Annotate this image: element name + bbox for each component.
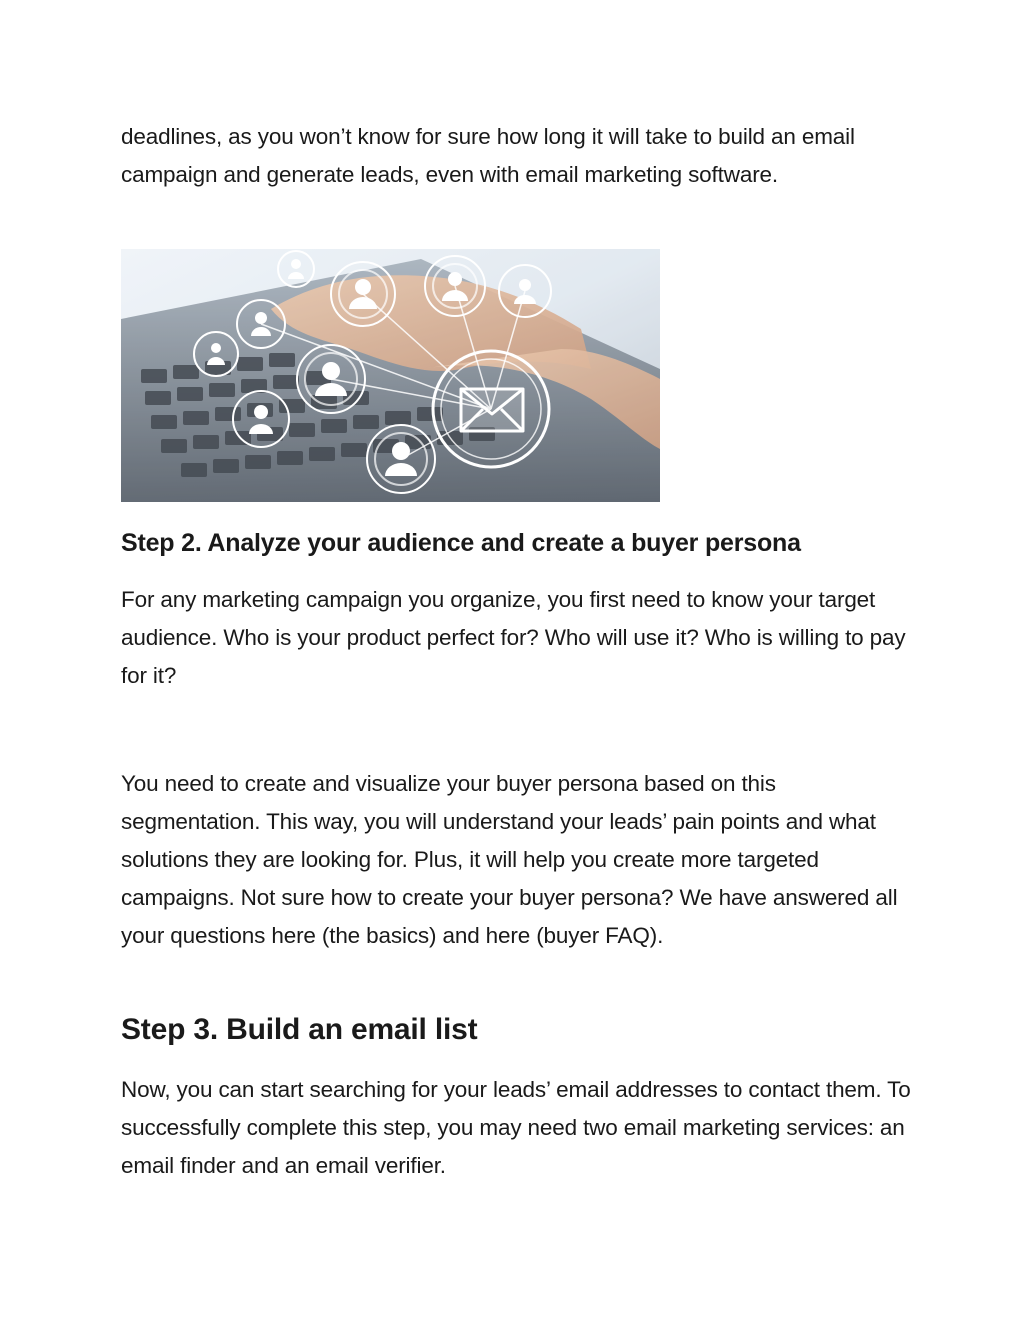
step2-paragraph-audience: For any marketing campaign you organize, you first need to know your target audience. Who is your product perfect for? Who will use it? Who is willing to pay for it? — [121, 587, 906, 688]
email-marketing-photo-icon — [121, 249, 660, 502]
intro-paragraph: deadlines, as you won’t know for sure how long it will take to build an email campaign and generate leads, even with email marketing software. — [121, 124, 855, 187]
step2-paragraph-persona: You need to create and visualize your buyer persona based on this segmentation. This way, you will understand your leads’ pain points and what solutions they are looking for. Plus, it will help you create more targeted campaigns. Not sure how to create your buyer persona? We have answered all your questions here (the basics) and here (buyer FAQ). — [121, 771, 898, 948]
step3-paragraph-email-list: Now, you can start searching for your leads’ email addresses to contact them. To successfully complete this step, you may need two email marketing services: an email finder and an email verifier. — [121, 1077, 911, 1178]
step3-heading: Step 3. Build an email list — [121, 1013, 478, 1046]
step2-heading: Step 2. Analyze your audience and create a buyer persona — [121, 529, 801, 557]
